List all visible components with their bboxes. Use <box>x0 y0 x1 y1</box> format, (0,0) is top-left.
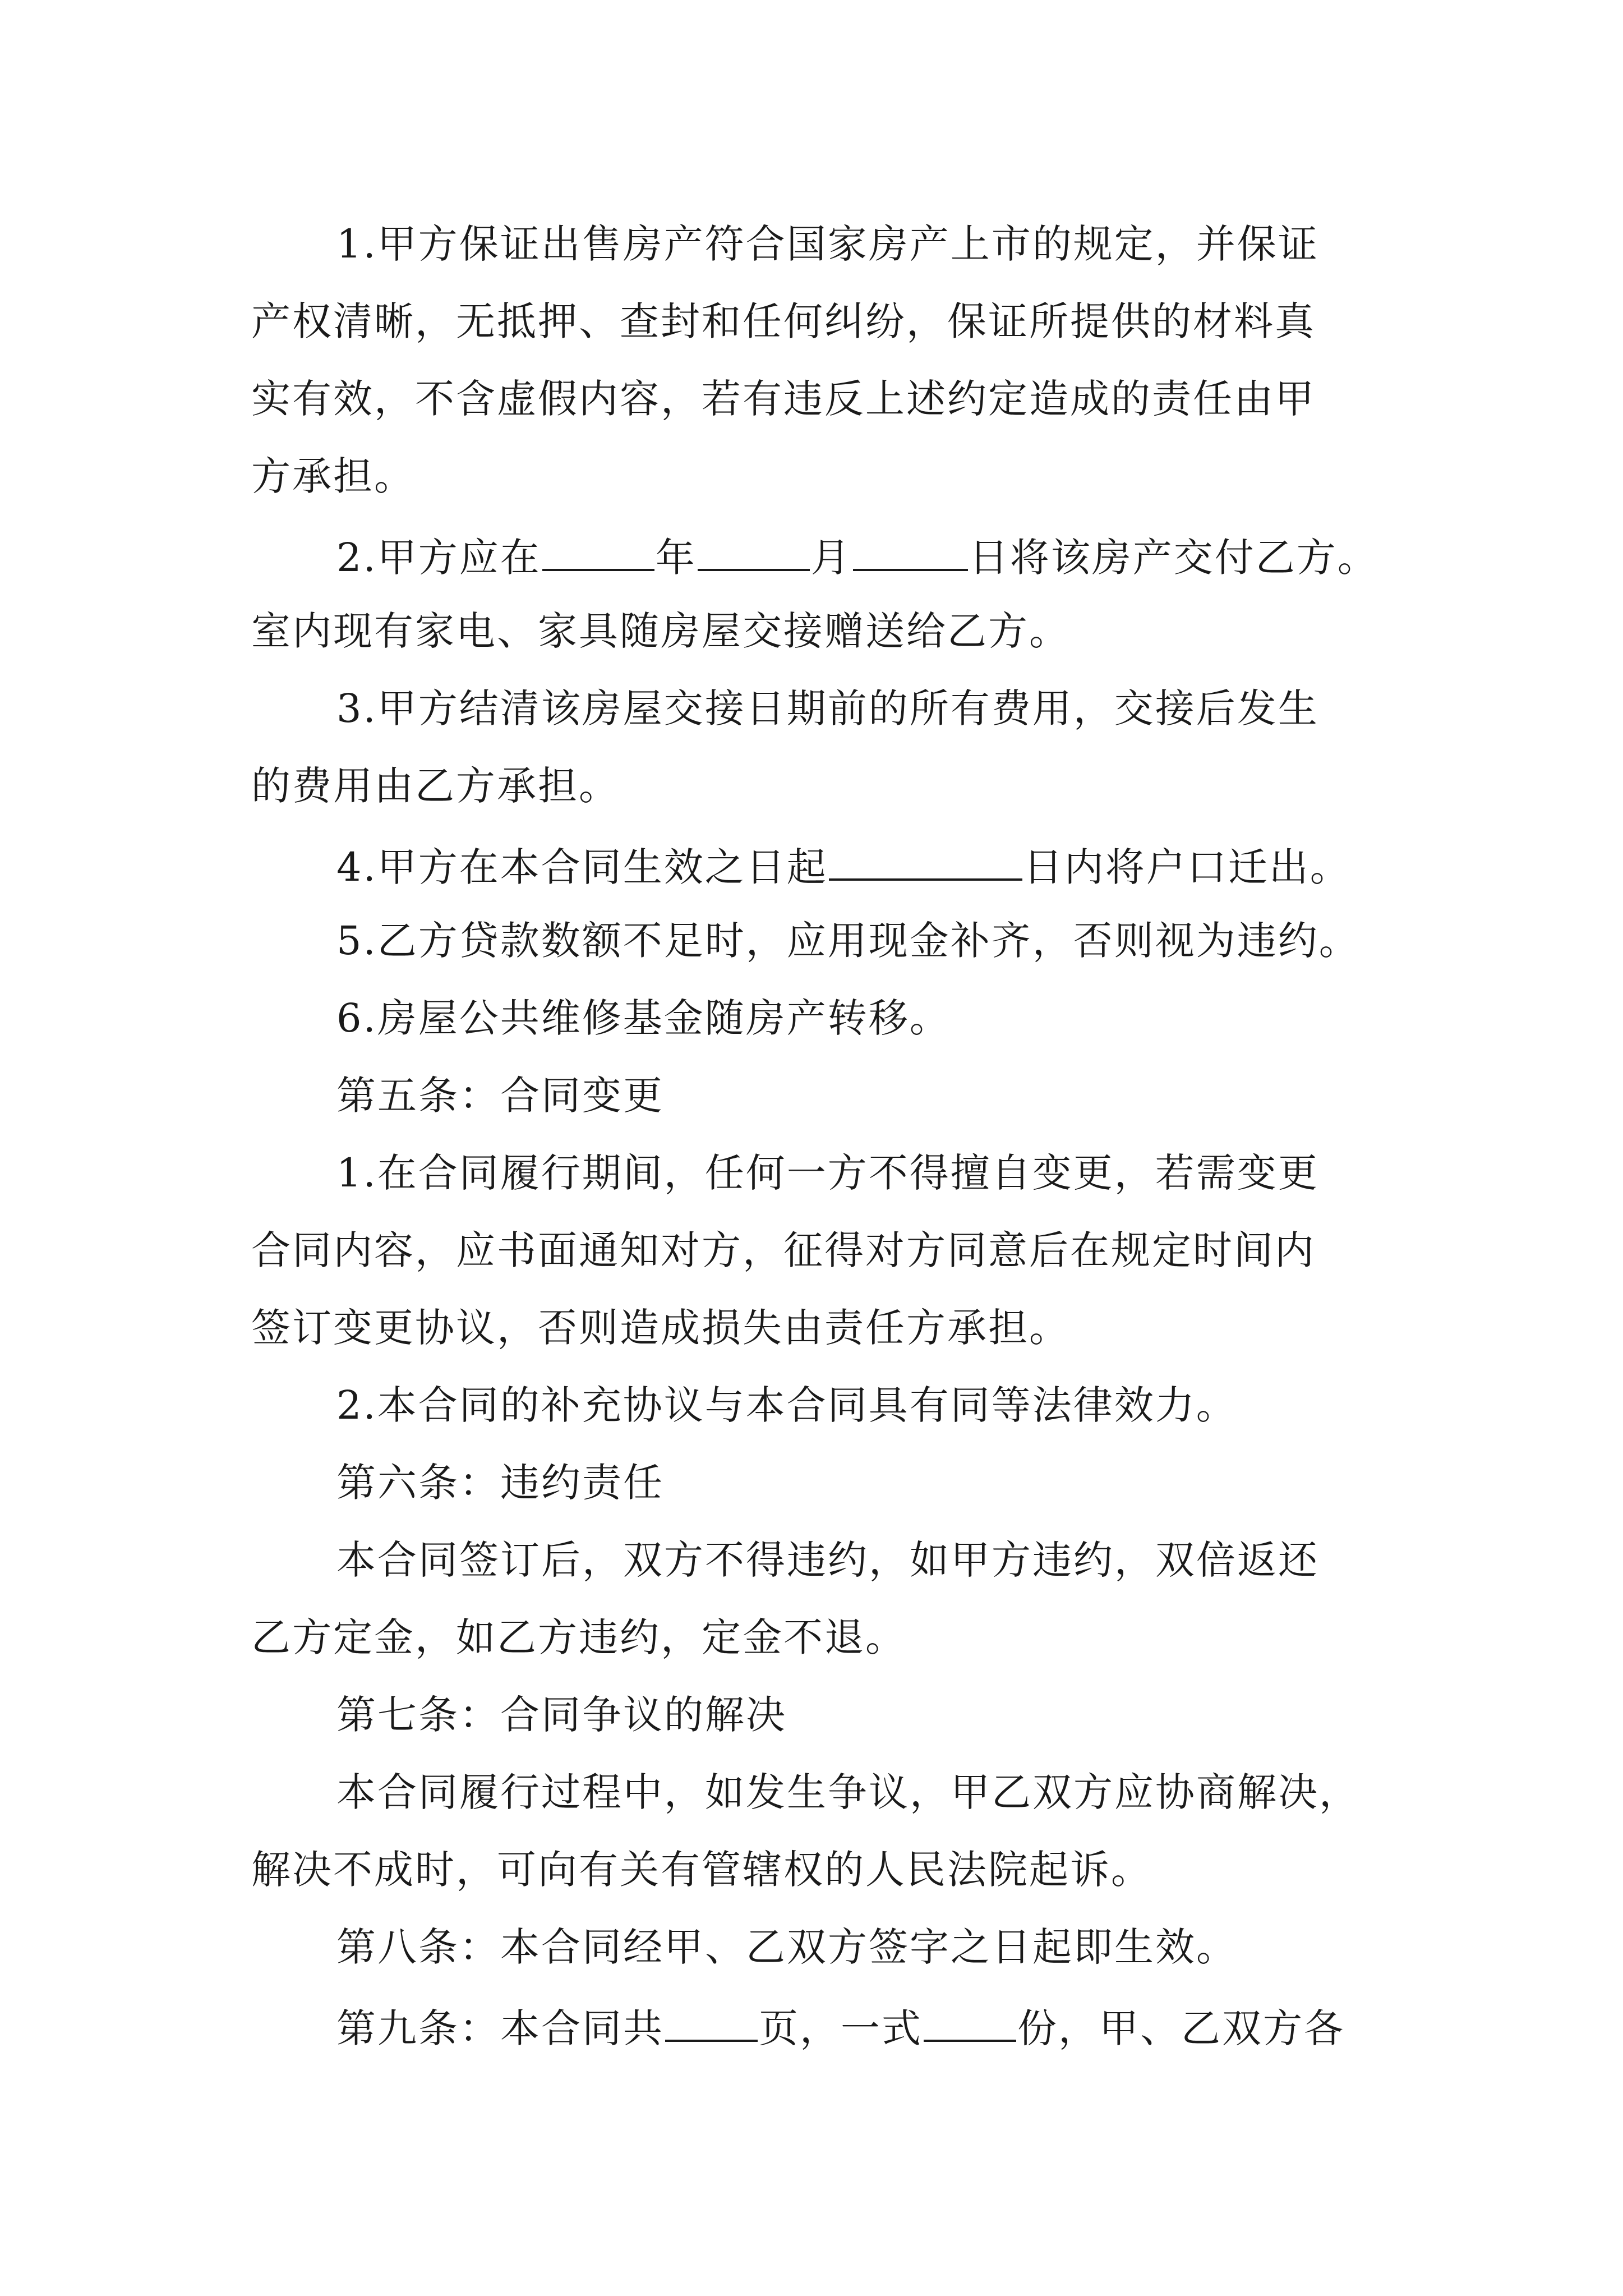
text-line: 乙方定金，如乙方违约，定金不退。 <box>251 1614 906 1660</box>
text-segment: 页，一式 <box>759 2005 923 2051</box>
article-title: 第五条：合同变更 <box>336 1073 664 1119</box>
days-blank <box>829 844 1022 881</box>
text-line: 2.本合同的补充协议与本合同具有同等法律效力。 <box>336 1382 1237 1428</box>
year-blank <box>542 534 654 571</box>
text-line: 的费用由乙方承担。 <box>251 763 620 809</box>
text-line-with-blanks <box>336 844 1351 890</box>
text-line: 方承担。 <box>251 453 415 499</box>
text-segment: 第九条：本合同共 <box>336 2005 664 2051</box>
text-line: 室内现有家电、家具随房屋交接赠送给乙方。 <box>251 608 1070 654</box>
text-line: 1.甲方保证出售房产符合国家房产上市的规定，并保证 <box>336 221 1319 267</box>
text-line: 签订变更协议，否则造成损失由责任方承担。 <box>251 1305 1070 1351</box>
text-line-with-blanks <box>336 2005 1345 2051</box>
text-segment: 日将该房产交付乙方。 <box>969 535 1378 581</box>
text-line: 产权清晰，无抵押、查封和任何纠纷，保证所提供的材料真 <box>251 298 1316 344</box>
month-blank <box>698 534 810 571</box>
text-segment: 2.甲方应在 <box>336 535 541 581</box>
day-blank <box>853 534 968 571</box>
text-line: 解决不成时，可向有关有管辖权的人民法院起诉。 <box>251 1847 1152 1893</box>
pages-blank <box>665 2005 758 2042</box>
text-line: 3.甲方结清该房屋交接日期前的所有费用，交接后发生 <box>336 685 1319 731</box>
text-line-with-blanks <box>336 534 1378 581</box>
text-line: 1.在合同履行期间，任何一方不得擅自变更，若需变更 <box>336 1150 1319 1196</box>
text-line: 本合同签订后，双方不得违约，如甲方违约，双倍返还 <box>336 1537 1319 1583</box>
article-title: 第六条：违约责任 <box>336 1460 664 1506</box>
text-segment: 年 <box>655 535 697 581</box>
text-line: 合同内容，应书面通知对方，征得对方同意后在规定时间内 <box>251 1227 1316 1273</box>
copies-blank <box>924 2005 1016 2042</box>
text-segment: 份，甲、乙双方各 <box>1017 2005 1345 2051</box>
text-line: 实有效，不含虚假内容，若有违反上述约定造成的责任由甲 <box>251 376 1316 422</box>
text-segment: 日内将户口迁出。 <box>1023 844 1351 890</box>
text-line: 6.房屋公共维修基金随房产转移。 <box>336 995 951 1041</box>
text-segment: 4.甲方在本合同生效之日起 <box>336 844 828 890</box>
text-segment: 月 <box>810 535 852 581</box>
article-title: 第七条：合同争议的解决 <box>336 1692 787 1738</box>
text-line: 本合同履行过程中，如发生争议，甲乙双方应协商解决， <box>336 1769 1360 1815</box>
text-line: 第八条：本合同经甲、乙双方签字之日起即生效。 <box>336 1924 1237 1970</box>
text-line: 5.乙方贷款数额不足时，应用现金补齐，否则视为违约。 <box>336 918 1360 964</box>
